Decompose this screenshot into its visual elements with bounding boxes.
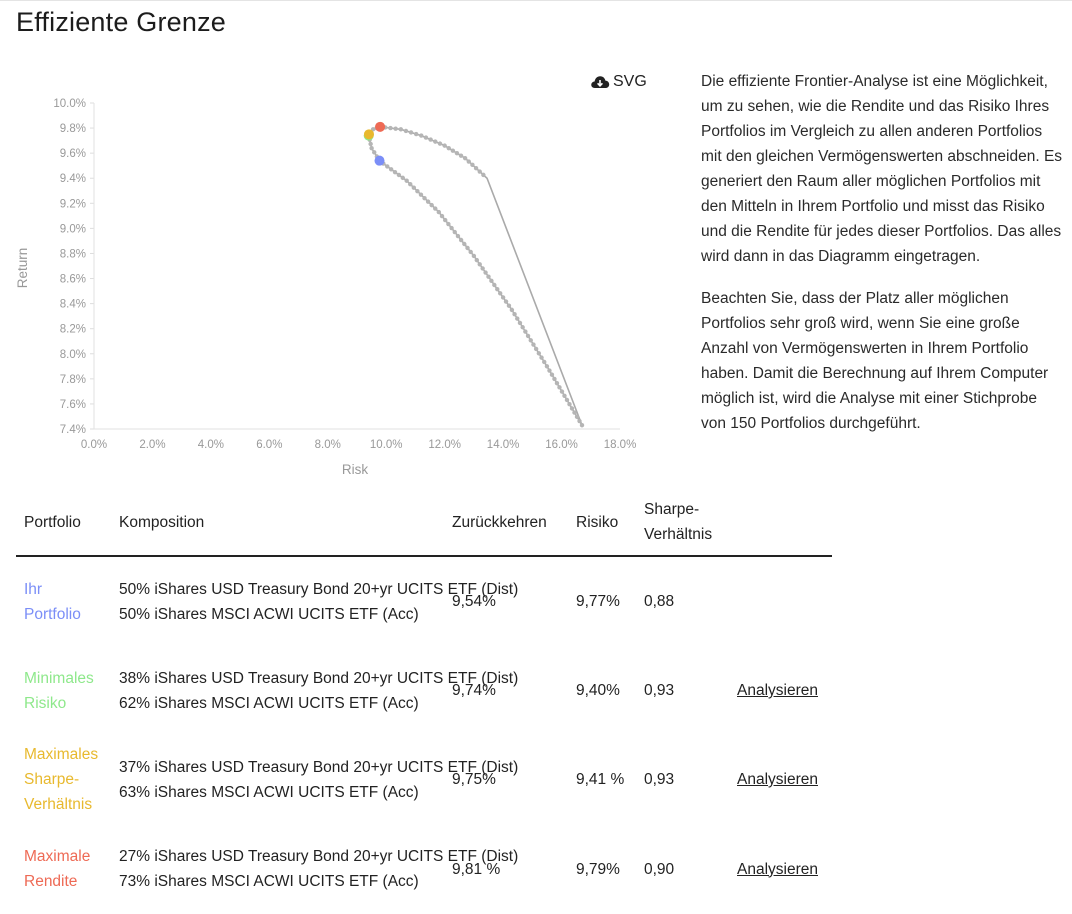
table-row: [16, 824, 832, 914]
portfolio-sample-point: [446, 222, 450, 226]
x-axis-label: Risk: [341, 462, 369, 477]
chart-canvas: [0, 61, 660, 486]
action-cell: [729, 824, 832, 914]
svg-download-button[interactable]: [590, 73, 647, 91]
composition-line: 50% iShares USD Treasury Bond 20+yr UCITS ETF (Dist): [119, 580, 519, 598]
portfolio-sample-point: [534, 347, 538, 351]
portfolio-sample-point: [560, 389, 564, 393]
efficient-frontier-chart: [0, 61, 660, 486]
portfolio-sample-point: [547, 368, 551, 372]
x-tick-label: 2.0%: [139, 439, 166, 451]
y-tick-label: 8.6%: [59, 273, 86, 286]
portfolio-sample-point: [408, 182, 412, 186]
portfolio-sample-point: [372, 150, 376, 154]
svg-download-label: SVG: [613, 73, 647, 90]
portfolio-sample-point: [426, 199, 430, 203]
highlight-point: [375, 122, 385, 132]
portfolio-sample-point: [510, 308, 514, 312]
composition-line: 73% iShares MSCI ACWI UCITS ETF (Acc): [119, 873, 419, 890]
portfolio-sample-point: [504, 299, 508, 303]
portfolio-sample-point: [475, 258, 479, 262]
portfolio-sample-point: [498, 291, 502, 295]
portfolio-sample-point: [467, 159, 471, 163]
y-tick-label: 10.0%: [53, 98, 86, 110]
header-return: Zurückkehren: [444, 489, 568, 556]
analyze-link[interactable]: Analysieren: [737, 682, 818, 699]
y-tick-label: 9.2%: [59, 198, 86, 211]
risk-value: 9,79%: [576, 860, 620, 878]
cloud-download-icon: [590, 74, 610, 90]
portfolio-sample-point: [388, 126, 392, 130]
portfolio-sample-point: [483, 270, 487, 274]
portfolio-sample-point: [542, 360, 546, 364]
portfolio-sample-point: [437, 210, 441, 214]
portfolio-sample-point: [438, 141, 442, 145]
portfolio-sample-point: [385, 164, 389, 168]
portfolio-name: Maximales Sharpe-Verhältnis: [24, 746, 99, 813]
portfolio-sample-point: [472, 254, 476, 258]
risk-value: 9,77%: [576, 593, 620, 610]
portfolio-sample-point: [577, 419, 581, 423]
portfolio-sample-point: [492, 283, 496, 287]
portfolio-sample-point: [469, 250, 473, 254]
y-tick-label: 7.6%: [59, 398, 86, 411]
x-tick-label: 16.0%: [545, 439, 578, 451]
portfolio-sample-point: [470, 163, 474, 167]
x-tick-label: 18.0%: [603, 439, 637, 451]
portfolio-sample-point: [531, 342, 535, 346]
portfolio-sample-point: [419, 192, 423, 196]
portfolio-sample-point: [478, 169, 482, 173]
portfolio-name: Maximale Rendite: [24, 848, 91, 890]
portfolio-sample-point: [507, 304, 511, 308]
portfolio-sample-point: [424, 135, 428, 139]
action-cell: [729, 646, 832, 735]
header-action: [729, 489, 832, 556]
y-tick-label: 8.8%: [59, 248, 86, 261]
action-cell: [729, 556, 832, 646]
portfolio-sample-point: [545, 364, 549, 368]
header-portfolio: Portfolio: [16, 489, 111, 556]
portfolio-sample-point: [447, 146, 451, 150]
portfolio-sample-point: [397, 173, 401, 177]
y-tick-label: 9.8%: [59, 123, 86, 136]
portfolio-sample-point: [520, 325, 524, 329]
portfolio-sample-point: [465, 246, 469, 250]
x-tick-label: 8.0%: [314, 439, 341, 451]
portfolio-sample-point: [537, 351, 541, 355]
return-value: 9,54%: [452, 593, 496, 610]
portfolio-sample-point: [433, 139, 437, 143]
portfolio-sample-point: [512, 312, 516, 316]
header-risk: Risiko: [568, 489, 636, 556]
composition-line: 27% iShares USD Treasury Bond 20+yr UCITS ETF (Dist): [119, 848, 519, 865]
composition-line: 38% iShares USD Treasury Bond 20+yr UCITS ETF (Dist): [119, 669, 519, 687]
portfolio-sample-point: [539, 355, 543, 359]
portfolio-sample-point: [486, 275, 490, 279]
portfolio-table: [16, 489, 832, 914]
portfolio-sample-point: [526, 334, 530, 338]
portfolio-sample-point: [443, 218, 447, 222]
y-tick-label: 7.8%: [59, 373, 86, 386]
portfolio-sample-point: [474, 166, 478, 170]
portfolio-sample-point: [459, 153, 463, 157]
portfolio-sample-point: [429, 203, 433, 207]
portfolio-sample-point: [369, 146, 373, 150]
portfolio-sample-point: [567, 402, 571, 406]
portfolio-sample-point: [422, 196, 426, 200]
x-tick-label: 6.0%: [256, 439, 283, 451]
portfolio-sample-point: [518, 321, 522, 325]
portfolio-sample-point: [529, 338, 533, 342]
portfolio-sample-point: [557, 385, 561, 389]
portfolio-sample-point: [478, 262, 482, 266]
table-row: [16, 646, 832, 735]
portfolio-sample-point: [428, 137, 432, 141]
table-row: [16, 556, 832, 646]
portfolio-sample-point: [463, 156, 467, 160]
portfolio-sample-point: [449, 226, 453, 230]
x-tick-label: 14.0%: [486, 439, 520, 451]
portfolio-sample-point: [404, 129, 408, 133]
analyze-link[interactable]: Analysieren: [737, 771, 818, 788]
portfolio-sample-point: [433, 206, 437, 210]
sharpe-value: 0,90: [644, 860, 675, 878]
y-axis-label: Return: [15, 247, 30, 289]
x-tick-label: 4.0%: [197, 439, 224, 451]
y-tick-label: 8.2%: [59, 323, 86, 336]
composition-line: 62% iShares MSCI ACWI UCITS ETF (Acc): [119, 694, 419, 712]
portfolio-sample-point: [459, 238, 463, 242]
portfolio-sample-point: [401, 176, 405, 180]
return-value: 9,75%: [452, 771, 496, 788]
description: [701, 69, 1066, 453]
table-row: [16, 735, 832, 824]
portfolio-sample-point: [440, 214, 444, 218]
portfolio-sample-point: [409, 130, 413, 134]
portfolio-sample-point: [442, 143, 446, 147]
portfolio-name: Ihr Portfolio: [24, 580, 81, 623]
portfolio-sample-point: [412, 186, 416, 190]
portfolio-sample-point: [456, 234, 460, 238]
portfolio-sample-point: [415, 189, 419, 193]
portfolio-sample-point: [555, 381, 559, 385]
portfolio-sample-point: [523, 329, 527, 333]
portfolio-sample-point: [393, 127, 397, 131]
description-paragraph-1: Die effiziente Frontier-Analyse ist eine Möglichkeit, um zu sehen, wie die Rendite und das Risiko Ihres Portfolios im Vergleich zu allen anderen Portfolios mit den gleichen Vermögenswerten abschneiden. Es generiert den Raum aller möglichen Portfolios mit den Mitteln in Ihrem Portfolio und misst das Risiko und die Rendite für jedes dieser Portfolios. Das alles wird dann in das Diagramm eingetragen.: [701, 73, 1063, 265]
portfolio-name: Minimales Risiko: [24, 669, 94, 712]
y-tick-label: 9.6%: [59, 148, 86, 161]
highlight-point: [364, 129, 374, 139]
portfolio-sample-point: [404, 179, 408, 183]
portfolio-sample-point: [419, 133, 423, 137]
composition-line: 37% iShares USD Treasury Bond 20+yr UCITS ETF (Dist): [119, 758, 519, 776]
portfolio-sample-point: [575, 415, 579, 419]
y-tick-label: 9.0%: [59, 223, 86, 236]
portfolio-sample-point: [481, 173, 485, 177]
page-title: Effiziente Grenze: [16, 7, 227, 37]
description-paragraph-2: Beachten Sie, dass der Platz aller möglichen Portfolios sehr groß wird, wenn Sie eine große Anzahl von Vermögenswerten in Ihrem Portfolio haben. Damit die Berechnung auf Ihrem Computer möglich ist, wird die Analyse mit einer Stichprobe von 150 Portfolios durchgeführt.: [701, 290, 1049, 432]
x-tick-label: 12.0%: [428, 439, 461, 451]
y-tick-label: 8.4%: [59, 298, 86, 311]
portfolio-sample-point: [455, 151, 459, 155]
table-header-row: [16, 489, 832, 556]
y-tick-label: 9.4%: [59, 173, 86, 186]
sharpe-value: 0,93: [644, 771, 675, 788]
portfolio-sample-point: [414, 132, 418, 136]
portfolio-sample-point: [501, 295, 505, 299]
portfolio-sample-point: [570, 406, 574, 410]
portfolio-sample-point: [495, 287, 499, 291]
sharpe-value: 0,88: [644, 593, 675, 610]
highlight-point: [375, 156, 385, 166]
portfolio-sample-point: [580, 423, 584, 427]
action-cell: [729, 735, 832, 824]
portfolio-sample-point: [399, 127, 403, 131]
portfolio-sample-point: [515, 316, 519, 320]
risk-value: 9,40%: [576, 682, 620, 699]
header-composition: Komposition: [111, 489, 444, 556]
portfolio-sample-point: [389, 167, 393, 171]
portfolio-sample-point: [565, 398, 569, 402]
x-tick-label: 10.0%: [369, 439, 403, 451]
portfolio-sample-point: [368, 142, 372, 146]
portfolio-sample-point: [453, 230, 457, 234]
portfolio-sample-point: [480, 266, 484, 270]
y-tick-label: 7.4%: [59, 424, 86, 436]
sharpe-value: 0,93: [644, 682, 675, 699]
portfolio-sample-point: [562, 394, 566, 398]
composition-line: 63% iShares MSCI ACWI UCITS ETF (Acc): [119, 783, 419, 801]
risk-value: 9,41 %: [576, 771, 625, 788]
composition-line: 50% iShares MSCI ACWI UCITS ETF (Acc): [119, 605, 419, 623]
portfolio-sample-point: [552, 377, 556, 381]
frontier-line: [369, 127, 582, 425]
return-value: 9,74%: [452, 682, 496, 699]
portfolio-sample-point: [572, 410, 576, 414]
portfolio-sample-point: [393, 170, 397, 174]
y-tick-label: 8.0%: [59, 348, 86, 361]
header-sharpe: Sharpe-Verhältnis: [636, 489, 729, 556]
return-value: 9,81 %: [452, 860, 501, 878]
analyze-link[interactable]: Analysieren: [737, 860, 818, 878]
portfolio-sample-point: [462, 242, 466, 246]
portfolio-sample-point: [489, 279, 493, 283]
portfolio-sample-point: [550, 373, 554, 377]
portfolio-sample-point: [451, 148, 455, 152]
x-tick-label: 0.0%: [80, 439, 108, 451]
